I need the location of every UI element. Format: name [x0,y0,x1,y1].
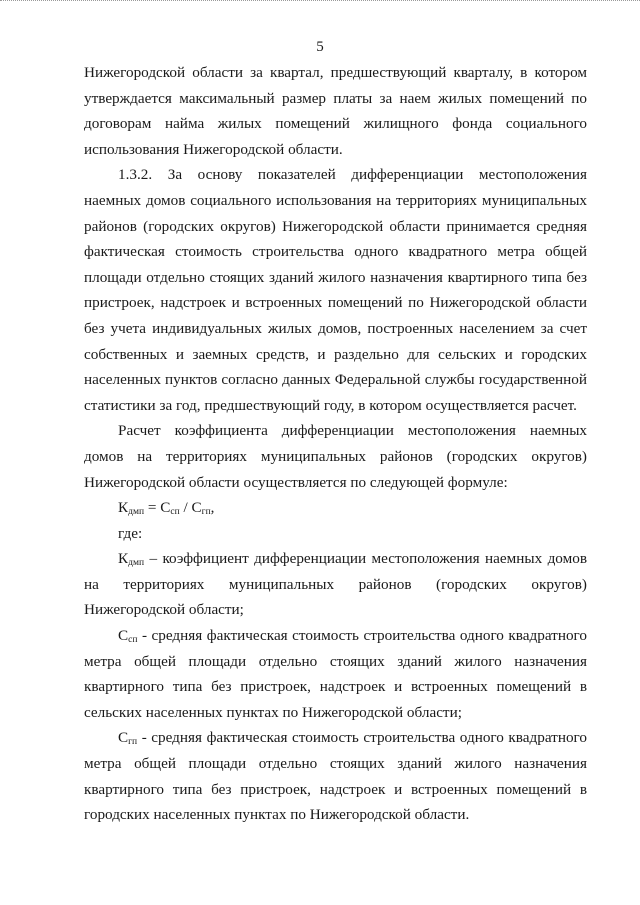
page-number: 5 [316,39,324,55]
paragraph-1-3-2: 1.3.2. За основу показателей дифференциации местоположения наемных домов социального использования на территориях муниципальных районов (городских округов) Нижегородской области принимается средняя фактическая стоимость строительства одного квадратного метра общей площади отдельно стоящих зданий жилого назначения квартирного типа без пристроек, надстроек и встроенных помещений по Нижегородской области без учета индивидуальных жилых домов, построенных населением за счет собственных и заемных средств, и раздельно для сельских и городских населенных пунктов согласно данных Федеральной службы государственной статистики за год, предшествующий году, в котором осуществляется расчет. [84,166,587,414]
paragraph-calculation-intro: Расчет коэффициента дифференциации местоположения наемных домов на территориях муниципальных районов (городских округов) Нижегородской области осуществляется по следующей формуле: [84,422,587,491]
definition-c-gp: $С_{гп}$ - средняя фактическая стоимость строительства одного квадратного метра общей площади отдельно стоящих зданий жилого назначения квартирного типа без пристроек, надстроек и встроенных помещений в городских населенных пунктах по Нижегородской области. [84,729,587,824]
formula-c2-symbol: $С_{гп}$ [191,499,211,518]
formula-where-label: где: [118,524,143,542]
definition-c-sp: $С_{сп}$ - средняя фактическая стоимость строительства одного квадратного метра общей площади отдельно стоящих зданий жилого назначения квартирного типа без пристроек, надстроек и встроенных помещений в сельских населенных пунктах по Нижегородской области; [84,627,587,721]
definition-k-dmp: $К_{дмп}$ – коэффициент дифференциации местоположения наемных домов на территориях муниципальных районов (городских округов) Нижегородской области; [84,550,587,619]
definition-c-sp-symbol: $С_{сп}$ [118,627,138,646]
page-top-edge [0,0,640,7]
formula-c1-symbol: $С_{сп}$ [160,499,180,518]
definition-k-symbol: $К_{дмп}$ [118,550,145,569]
paragraph-continuation: Нижегородской области за квартал, предшествующий кварталу, в котором утверждается максимальный размер платы за наем жилых помещений по договорам найма жилых помещений жилищного фонда социального использования Нижегородской области. [84,64,587,158]
document-body [84,60,587,828]
formula-k-symbol: $К_{дмп}$ [118,499,145,518]
formula: $К_{дмп} = С_{сп} / С_{гп}$, [118,499,215,518]
definition-c-gp-symbol: $С_{гп}$ [118,729,138,748]
